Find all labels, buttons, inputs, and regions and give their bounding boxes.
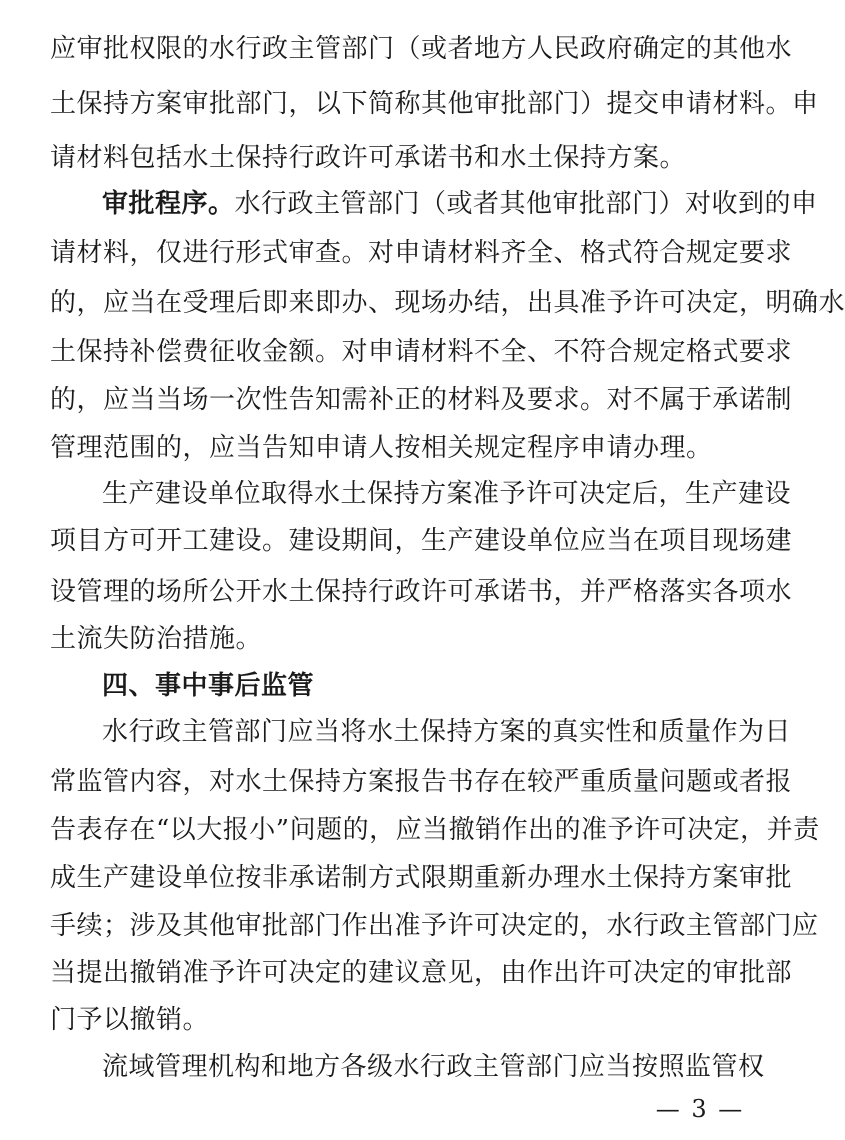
paragraph-4-line-5: 手续；涉及其他审批部门作出准予许可决定的，水行政主管部门应 xyxy=(50,911,819,941)
paragraph-3-line-2: 项目方可开工建设。建设期间，生产建设单位应当在项目现场建 xyxy=(50,526,793,556)
paragraph-4-line-1: 水行政主管部门应当将水土保持方案的真实性和质量作为日 xyxy=(102,717,792,747)
paragraph-4-line-4: 成生产建设单位按非承诺制方式限期重新办理水土保持方案审批 xyxy=(50,863,793,893)
paragraph-2-line-6: 管理范围的，应当告知申请人按相关规定程序申请办理。 xyxy=(50,433,713,463)
paragraph-1-line-3: 请材料包括水土保持行政许可承诺书和水土保持方案。 xyxy=(50,143,687,173)
paragraph-3-line-1: 生产建设单位取得水土保持方案准予许可决定后，生产建设 xyxy=(102,479,792,509)
paragraph-3-line-4: 土流失防治措施。 xyxy=(50,624,263,654)
paragraph-2-lead: 审批程序。 xyxy=(102,189,235,219)
paragraph-4-line-6: 当提出撤销准予许可决定的建议意见，由作出许可决定的审批部 xyxy=(50,958,793,988)
paragraph-2-line-1-rest: 水行政主管部门（或者其他审批部门）对收到的申 xyxy=(234,189,818,219)
paragraph-4-line-7: 门予以撤销。 xyxy=(50,1005,210,1035)
paragraph-1-line-1: 应审批权限的水行政主管部门（或者地方人民政府确定的其他水 xyxy=(50,34,793,64)
paragraph-4-line-2: 常监管内容，对水土保持方案报告书存在较严重质量问题或者报 xyxy=(50,767,793,797)
paragraph-2-line-5: 的，应当当场一次性告知需补正的材料及要求。对不属于承诺制 xyxy=(50,385,793,415)
paragraph-2-line-4: 土保持补偿费征收金额。对申请材料不全、不符合规定格式要求 xyxy=(50,337,793,367)
paragraph-2-line-3: 的，应当在受理后即来即办、现场办结，出具准予许可决定，明确水 xyxy=(50,288,845,318)
paragraph-5-line-1: 流域管理机构和地方各级水行政主管部门应当按照监管权 xyxy=(102,1052,765,1082)
paragraph-2-line-1 xyxy=(102,187,818,221)
paragraph-4-line-3: 告表存在“以大报小”问题的，应当撤销作出的准予许可决定，并责 xyxy=(50,815,820,845)
paragraph-3-line-3: 设管理的场所公开水土保持行政许可承诺书，并严格落实各项水 xyxy=(50,577,793,607)
paragraph-1-line-2: 土保持方案审批部门，以下简称其他审批部门）提交申请材料。申 xyxy=(50,89,819,119)
page-number: — 3 — xyxy=(655,1095,745,1123)
section-heading: 四、事中事后监管 xyxy=(102,671,315,701)
paragraph-2-line-2: 请材料，仅进行形式审查。对申请材料齐全、格式符合规定要求 xyxy=(50,238,793,268)
